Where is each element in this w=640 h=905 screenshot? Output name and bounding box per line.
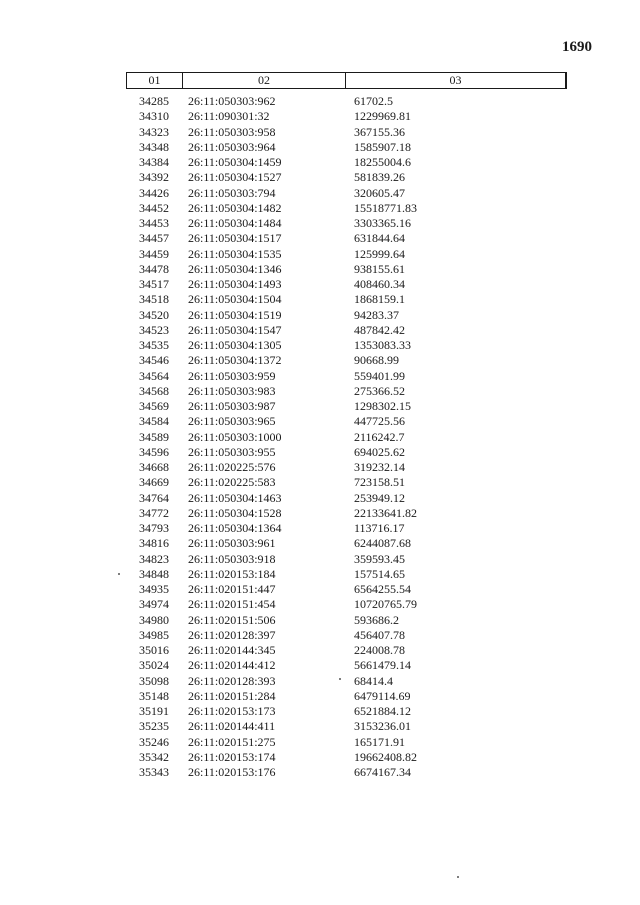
cell-03: 275366.52 (354, 383, 405, 398)
cell-01: 35235 (139, 719, 169, 734)
cell-03: 10720765.79 (354, 597, 417, 612)
cell-01: 35024 (139, 658, 169, 673)
table-row (126, 506, 567, 521)
table-row (126, 231, 567, 246)
cell-03: 487842.42 (354, 322, 405, 337)
table-row (126, 155, 567, 170)
cell-03: 15518771.83 (354, 200, 417, 215)
cell-01: 35148 (139, 688, 169, 703)
cell-03: 22133641.82 (354, 505, 417, 520)
cell-03: 581839.26 (354, 170, 405, 185)
column-header-02: 02 (183, 73, 346, 88)
cell-03: 6564255.54 (354, 582, 411, 596)
cell-01: 35098 (139, 673, 169, 688)
cell-02: 26:11:050303:955 (188, 444, 276, 459)
cell-03: 94283.37 (354, 307, 399, 322)
table-row (126, 292, 567, 307)
cell-02: 26:11:020151:454 (188, 597, 276, 612)
table-row (126, 109, 567, 124)
cell-03: 320605.47 (354, 185, 405, 200)
cell-02: 26:11:050304:1305 (188, 338, 282, 352)
cell-03: 6521884.12 (354, 704, 411, 718)
cell-01: 34568 (139, 383, 169, 398)
table-row (126, 491, 567, 506)
cell-02: 26:11:020151:284 (188, 688, 276, 703)
table-row (126, 521, 567, 536)
table-row (126, 567, 567, 582)
cell-01: 34564 (139, 368, 169, 383)
cell-02: 26:11:050303:918 (188, 551, 276, 566)
cell-01: 35016 (139, 643, 169, 657)
scan-speck (457, 876, 459, 878)
cell-03: 408460.34 (354, 277, 405, 291)
cell-01: 35342 (139, 749, 169, 764)
column-header-01: 01 (127, 73, 183, 88)
table-row (126, 704, 567, 719)
cell-02: 26:11:050303:1000 (188, 429, 282, 444)
cell-01: 34985 (139, 627, 169, 642)
cell-02: 26:11:020151:447 (188, 582, 276, 596)
cell-01: 34426 (139, 185, 169, 200)
cell-02: 26:11:050304:1547 (188, 322, 282, 337)
table-row (126, 658, 567, 673)
cell-02: 26:11:020153:174 (188, 749, 276, 764)
cell-03: 2116242.7 (354, 429, 405, 444)
cell-03: 6244087.68 (354, 536, 411, 551)
cell-02: 26:11:020153:176 (188, 765, 276, 779)
cell-01: 34569 (139, 399, 169, 413)
cell-02: 26:11:020153:184 (188, 566, 276, 581)
cell-01: 34980 (139, 612, 169, 627)
cell-01: 34848 (139, 566, 169, 581)
cell-02: 26:11:050304:1482 (188, 200, 282, 215)
cell-03: 3303365.16 (354, 216, 411, 230)
table-row (126, 277, 567, 292)
cell-02: 26:11:050304:1484 (188, 216, 282, 230)
cell-03: 6674167.34 (354, 765, 411, 779)
cell-03: 90668.99 (354, 353, 399, 368)
cell-03: 631844.64 (354, 231, 405, 246)
cell-03: 224008.78 (354, 643, 405, 657)
cell-01: 34669 (139, 475, 169, 490)
table-row (126, 140, 567, 155)
table-row (126, 369, 567, 384)
cell-03: 559401.99 (354, 368, 405, 383)
column-header-03: 03 (449, 73, 462, 87)
table-row (126, 430, 567, 445)
cell-01: 34935 (139, 582, 169, 596)
cell-02: 26:11:020151:275 (188, 734, 276, 749)
cell-01: 34478 (139, 261, 169, 276)
table-row (126, 94, 567, 109)
table-body (126, 94, 567, 780)
cell-02: 26:11:090301:32 (188, 109, 270, 124)
table-row (126, 750, 567, 765)
cell-01: 34793 (139, 521, 169, 535)
cell-03: 19662408.82 (354, 749, 417, 764)
table-row (126, 170, 567, 185)
table-row (126, 445, 567, 460)
cell-02: 26:11:050304:1527 (188, 170, 282, 185)
cell-03: 165171.91 (354, 734, 405, 749)
table-row (126, 719, 567, 734)
cell-03: 18255004.6 (354, 155, 411, 169)
cell-01: 34517 (139, 277, 169, 291)
cell-01: 34384 (139, 155, 169, 169)
table-row (126, 643, 567, 658)
cell-03: 367155.36 (354, 124, 405, 139)
cell-03: 113716.17 (354, 521, 405, 535)
table-row (126, 247, 567, 262)
cell-02: 26:11:050304:1459 (188, 155, 282, 169)
cell-03: 1353083.33 (354, 338, 411, 352)
cell-02: 26:11:020153:173 (188, 704, 276, 718)
cell-01: 34584 (139, 414, 169, 429)
page-number: 1690 (562, 39, 592, 55)
cell-02: 26:11:020144:411 (188, 719, 276, 734)
table-row (126, 536, 567, 551)
cell-02: 26:11:020225:583 (188, 475, 276, 490)
cell-01: 34285 (139, 94, 169, 108)
cell-01: 34764 (139, 490, 169, 505)
table-row (126, 262, 567, 277)
cell-03: 1229969.81 (354, 109, 411, 124)
cell-01: 34310 (139, 109, 169, 124)
cell-01: 35246 (139, 734, 169, 749)
cell-01: 34323 (139, 124, 169, 139)
cell-03: 1298302.15 (354, 399, 411, 413)
cell-02: 26:11:050303:964 (188, 139, 276, 154)
table-row (126, 460, 567, 475)
cell-03: 1585907.18 (354, 139, 411, 154)
cell-02: 26:11:050303:962 (188, 94, 276, 108)
cell-02: 26:11:050304:1535 (188, 246, 282, 261)
cell-02: 26:11:050304:1493 (188, 277, 282, 291)
cell-03: 319232.14 (354, 460, 405, 474)
cell-01: 34823 (139, 551, 169, 566)
cell-02: 26:11:020128:393 (188, 673, 276, 688)
cell-02: 26:11:020144:345 (188, 643, 276, 657)
cell-03: 593686.2 (354, 612, 399, 627)
cell-01: 34348 (139, 139, 169, 154)
cell-01: 34459 (139, 246, 169, 261)
table-row (126, 689, 567, 704)
cell-02: 26:11:050304:1372 (188, 353, 282, 368)
cell-02: 26:11:050303:983 (188, 383, 276, 398)
cell-03: 938155.61 (354, 261, 405, 276)
cell-01: 34535 (139, 338, 169, 352)
cell-01: 34974 (139, 597, 169, 612)
cell-02: 26:11:050303:958 (188, 124, 276, 139)
cell-02: 26:11:050304:1519 (188, 307, 282, 322)
table-row (126, 628, 567, 643)
cell-01: 34518 (139, 292, 169, 307)
cell-02: 26:11:050303:794 (188, 185, 276, 200)
cell-03: 359593.45 (354, 551, 405, 566)
cell-02: 26:11:020128:397 (188, 627, 276, 642)
cell-02: 26:11:050304:1528 (188, 505, 282, 520)
table-row (126, 597, 567, 612)
table-row (126, 414, 567, 429)
cell-02: 26:11:020225:576 (188, 460, 276, 474)
table-row (126, 125, 567, 140)
cell-01: 34596 (139, 444, 169, 459)
table-row (126, 338, 567, 353)
cell-01: 34457 (139, 231, 169, 246)
cell-01: 34668 (139, 460, 169, 474)
cell-03: 456407.78 (354, 627, 405, 642)
cell-03: 61702.5 (354, 94, 393, 108)
cell-02: 26:11:050303:959 (188, 368, 276, 383)
table-row (126, 201, 567, 216)
cell-02: 26:11:020144:412 (188, 658, 276, 673)
table-row (126, 674, 567, 689)
table-row (126, 765, 567, 780)
table-row (126, 475, 567, 490)
table-row (126, 582, 567, 597)
cell-03: 5661479.14 (354, 658, 411, 673)
cell-03: 157514.65 (354, 566, 405, 581)
cell-01: 35343 (139, 765, 169, 779)
cell-01: 34523 (139, 322, 169, 337)
cell-01: 34520 (139, 307, 169, 322)
table-row (126, 308, 567, 323)
cell-01: 34816 (139, 536, 169, 551)
scan-speck (118, 573, 120, 575)
cell-02: 26:11:050303:965 (188, 414, 276, 429)
cell-03: 1868159.1 (354, 292, 405, 307)
cell-01: 34546 (139, 353, 169, 368)
cell-02: 26:11:050304:1463 (188, 490, 282, 505)
cell-01: 34589 (139, 429, 169, 444)
cell-03: 68414.4 (354, 673, 393, 688)
scan-speck (339, 678, 341, 680)
cell-02: 26:11:050304:1346 (188, 261, 282, 276)
table-row (126, 399, 567, 414)
cell-01: 34772 (139, 505, 169, 520)
cell-01: 35191 (139, 704, 169, 718)
table-row (126, 384, 567, 399)
table-header (126, 72, 567, 89)
cell-02: 26:11:020151:506 (188, 612, 276, 627)
table-row (126, 735, 567, 750)
cell-03: 694025.62 (354, 444, 405, 459)
cell-03: 3153236.01 (354, 719, 411, 734)
cell-02: 26:11:050303:961 (188, 536, 276, 551)
cell-02: 26:11:050304:1517 (188, 231, 282, 246)
cell-03: 723158.51 (354, 475, 405, 490)
cell-01: 34392 (139, 170, 169, 185)
cell-01: 34452 (139, 200, 169, 215)
table-row (126, 216, 567, 231)
table-row (126, 552, 567, 567)
cell-01: 34453 (139, 216, 169, 230)
cell-02: 26:11:050304:1504 (188, 292, 282, 307)
cell-03: 125999.64 (354, 246, 405, 261)
cell-03: 6479114.69 (354, 688, 411, 703)
table-row (126, 353, 567, 368)
cell-02: 26:11:050303:987 (188, 399, 276, 413)
cell-03: 447725.56 (354, 414, 405, 429)
cell-02: 26:11:050304:1364 (188, 521, 282, 535)
cell-03: 253949.12 (354, 490, 405, 505)
table-row (126, 186, 567, 201)
table-row (126, 323, 567, 338)
table-row (126, 613, 567, 628)
